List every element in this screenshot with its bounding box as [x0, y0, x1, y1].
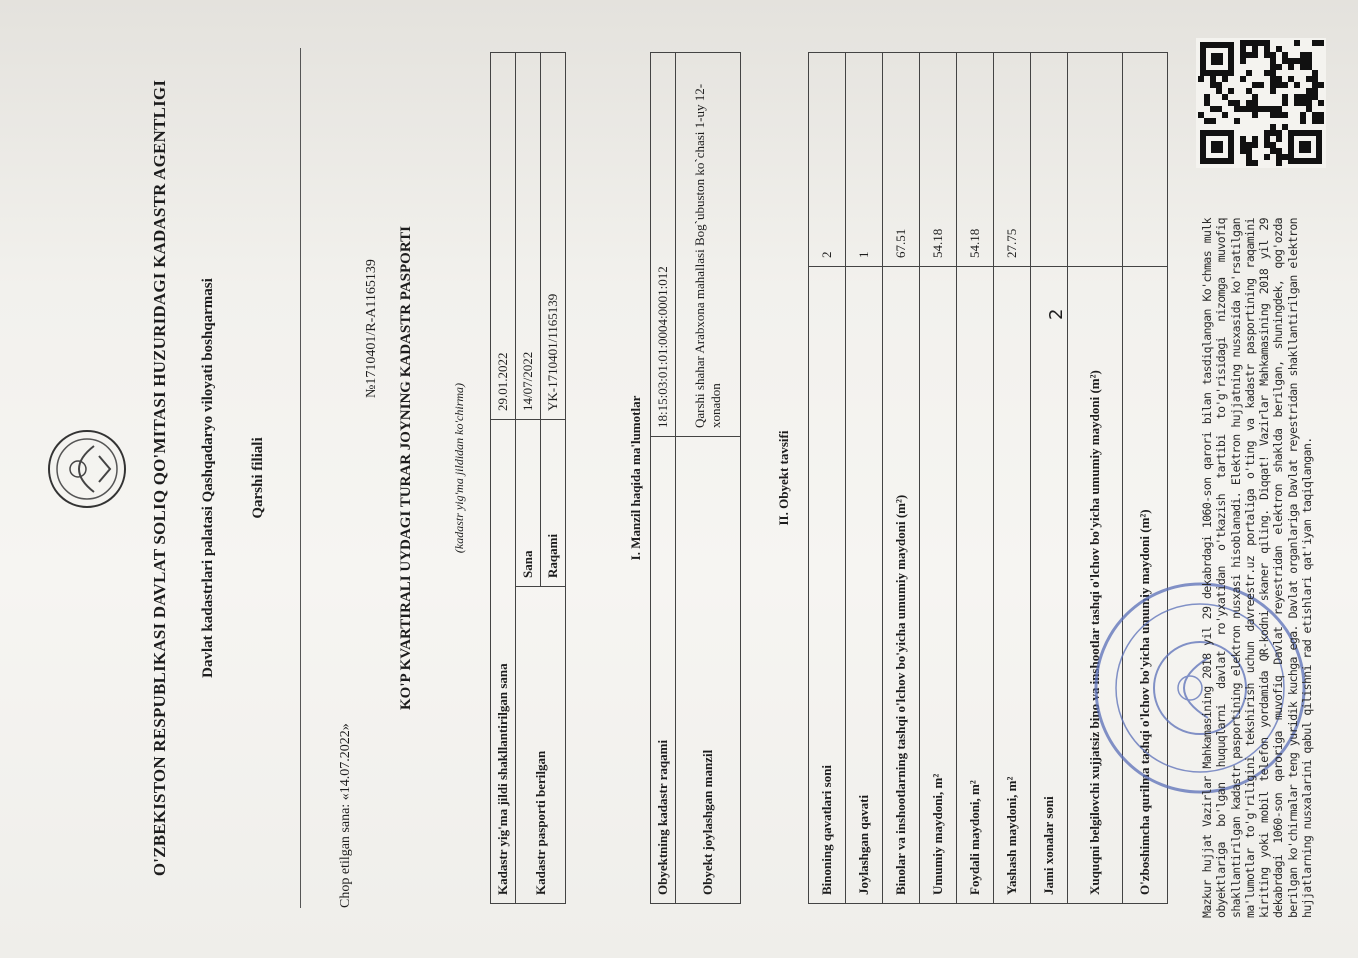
address-value: Qarshi shahar Arabxona mahallasi Bog`ubuston ko`chasi 1-uy 12-xonadon — [676, 53, 741, 437]
section-address-heading: I. Manzil haqida ma'lumotlar — [628, 395, 643, 561]
undocumented-area-label: Xuquqni belgilovchi xujjatsiz bino va inshootlar tashqi o'lchov bo'yicha umumiy maydoni (m²) — [1068, 267, 1123, 904]
table-row — [1031, 53, 1068, 904]
located-floor-label: Joylashgan qavati — [846, 267, 883, 904]
address-label: Obyekt joylashgan manzil — [676, 437, 741, 904]
useful-area-value: 54.18 — [957, 53, 994, 267]
living-area-label: Yashash maydoni, m² — [994, 267, 1031, 904]
useful-area-label: Foydali maydoni, m² — [957, 267, 994, 904]
issue-date-value: 14/07/2022 — [516, 53, 541, 420]
external-area-value: 67.51 — [883, 53, 920, 267]
issue-date-label: Sana — [516, 420, 541, 587]
print-date: Chop etilgan sana: «14.07.2022» — [338, 723, 353, 908]
header-divider — [300, 48, 301, 908]
floors-value: 2 — [809, 53, 846, 267]
handwritten-rooms-count: 2 — [1046, 308, 1067, 320]
table-row — [516, 53, 541, 904]
total-area-label: Umumiy maydoni, m² — [920, 267, 957, 904]
table-row — [957, 53, 994, 904]
city-branch: Qarshi filiali — [250, 437, 266, 519]
table-row — [676, 53, 741, 904]
registration-table — [490, 52, 566, 904]
table-row — [883, 53, 920, 904]
cadastral-number-label: Obyektning kadastr raqami — [651, 437, 676, 904]
folder-date-value: 29.01.2022 — [491, 53, 516, 420]
address-table — [650, 52, 741, 904]
passport-issued-label: Kadastr pasporti berilgan — [516, 587, 566, 904]
table-row — [491, 53, 516, 904]
rooms-count-value — [1031, 53, 1068, 267]
table-row — [846, 53, 883, 904]
unauthorized-area-label: O'zboshimcha qurilma tashqi o'lchov bo'yicha umumiy maydoni (m²) — [1123, 267, 1168, 904]
legal-notice: Mazkur hujjat Vazirlar Mahkamasining 2018 yil 29 dekabrdagi 1060-son qarori bilan tasdiqlangan Ko'chmas mulk obyektlariga bo'lgan huquqlarni davlat ro'yxatidan o'tkazish tartibi to'g'risidagi nizomga muvofiq shakllantirilgan kadastr pasportining elektron nusxasi hisoblanadi. Elektron hujjatning nusxasida ko'rsatilgan ma'lumotlar to'g'riligini tekshirish uchun davreestr.uz portaliga o'ting va kadastr pasportining raqamini kiriting yoki mobil telefon yordamida QR-kodni skaner qiling. Diqqat! Vazirlar Mahkamasining 2018 yil 29 dekabrdagi 1060-son qaroriga muvofiq Davlat reyestridan elektron shaklda berilgan, shuningdek, qog'ozda berilgan ko'chirmalar teng yuridik kuchga ega. Davlat organlariga Davlat reyestridan shakllantirilgan elektron hujjatlarning nusxalarini qabul qilishni rad etishlari qat'iyan taqiqlangan. — [1200, 218, 1315, 918]
undocumented-area-value — [1068, 53, 1123, 267]
floors-label: Binoning qavatlari soni — [809, 267, 846, 904]
table-row — [809, 53, 846, 904]
branch-name: Davlat kadastrlari palatasi Qashqadaryo viloyati boshqarmasi — [200, 278, 216, 678]
folder-date-label: Kadastr yig'ma jildi shakllantirilgan sana — [491, 420, 516, 904]
table-row — [651, 53, 676, 904]
qr-code-icon[interactable] — [1196, 38, 1326, 168]
passport-number-value: YK-1710401/1165139 — [541, 53, 566, 420]
document-number: №1710401/R-A1165139 — [364, 259, 379, 398]
document-subtitle: (kadastr yig'ma jildidan ko'chirma) — [452, 382, 466, 554]
document-title: KO'P KVARTIRALI UYDAGI TURAR JOYNING KADASTR PASPORTI — [398, 226, 414, 711]
agency-name: O'ZBEKISTON RESPUBLIKASI DAVLAT SOLIQ QO'MITASI HUZURIDAGI KADASTR AGENTLIGI — [150, 79, 169, 877]
unauthorized-area-value — [1123, 53, 1168, 267]
state-emblem — [44, 426, 130, 512]
rooms-count-label: Jami xonalar soni — [1031, 267, 1068, 904]
located-floor-value: 1 — [846, 53, 883, 267]
total-area-value: 54.18 — [920, 53, 957, 267]
living-area-value: 27.75 — [994, 53, 1031, 267]
table-row — [920, 53, 957, 904]
cadastral-number-value: 18:15:03:01:01:0004:0001:012 — [651, 53, 676, 437]
section-description-heading: II. Obyekt tavsifi — [776, 430, 791, 526]
table-row — [994, 53, 1031, 904]
external-area-label: Binolar va inshootlarning tashqi o'lchov bo'yicha umumiy maydoni (m²) — [883, 267, 920, 904]
passport-number-label: Raqami — [541, 420, 566, 587]
